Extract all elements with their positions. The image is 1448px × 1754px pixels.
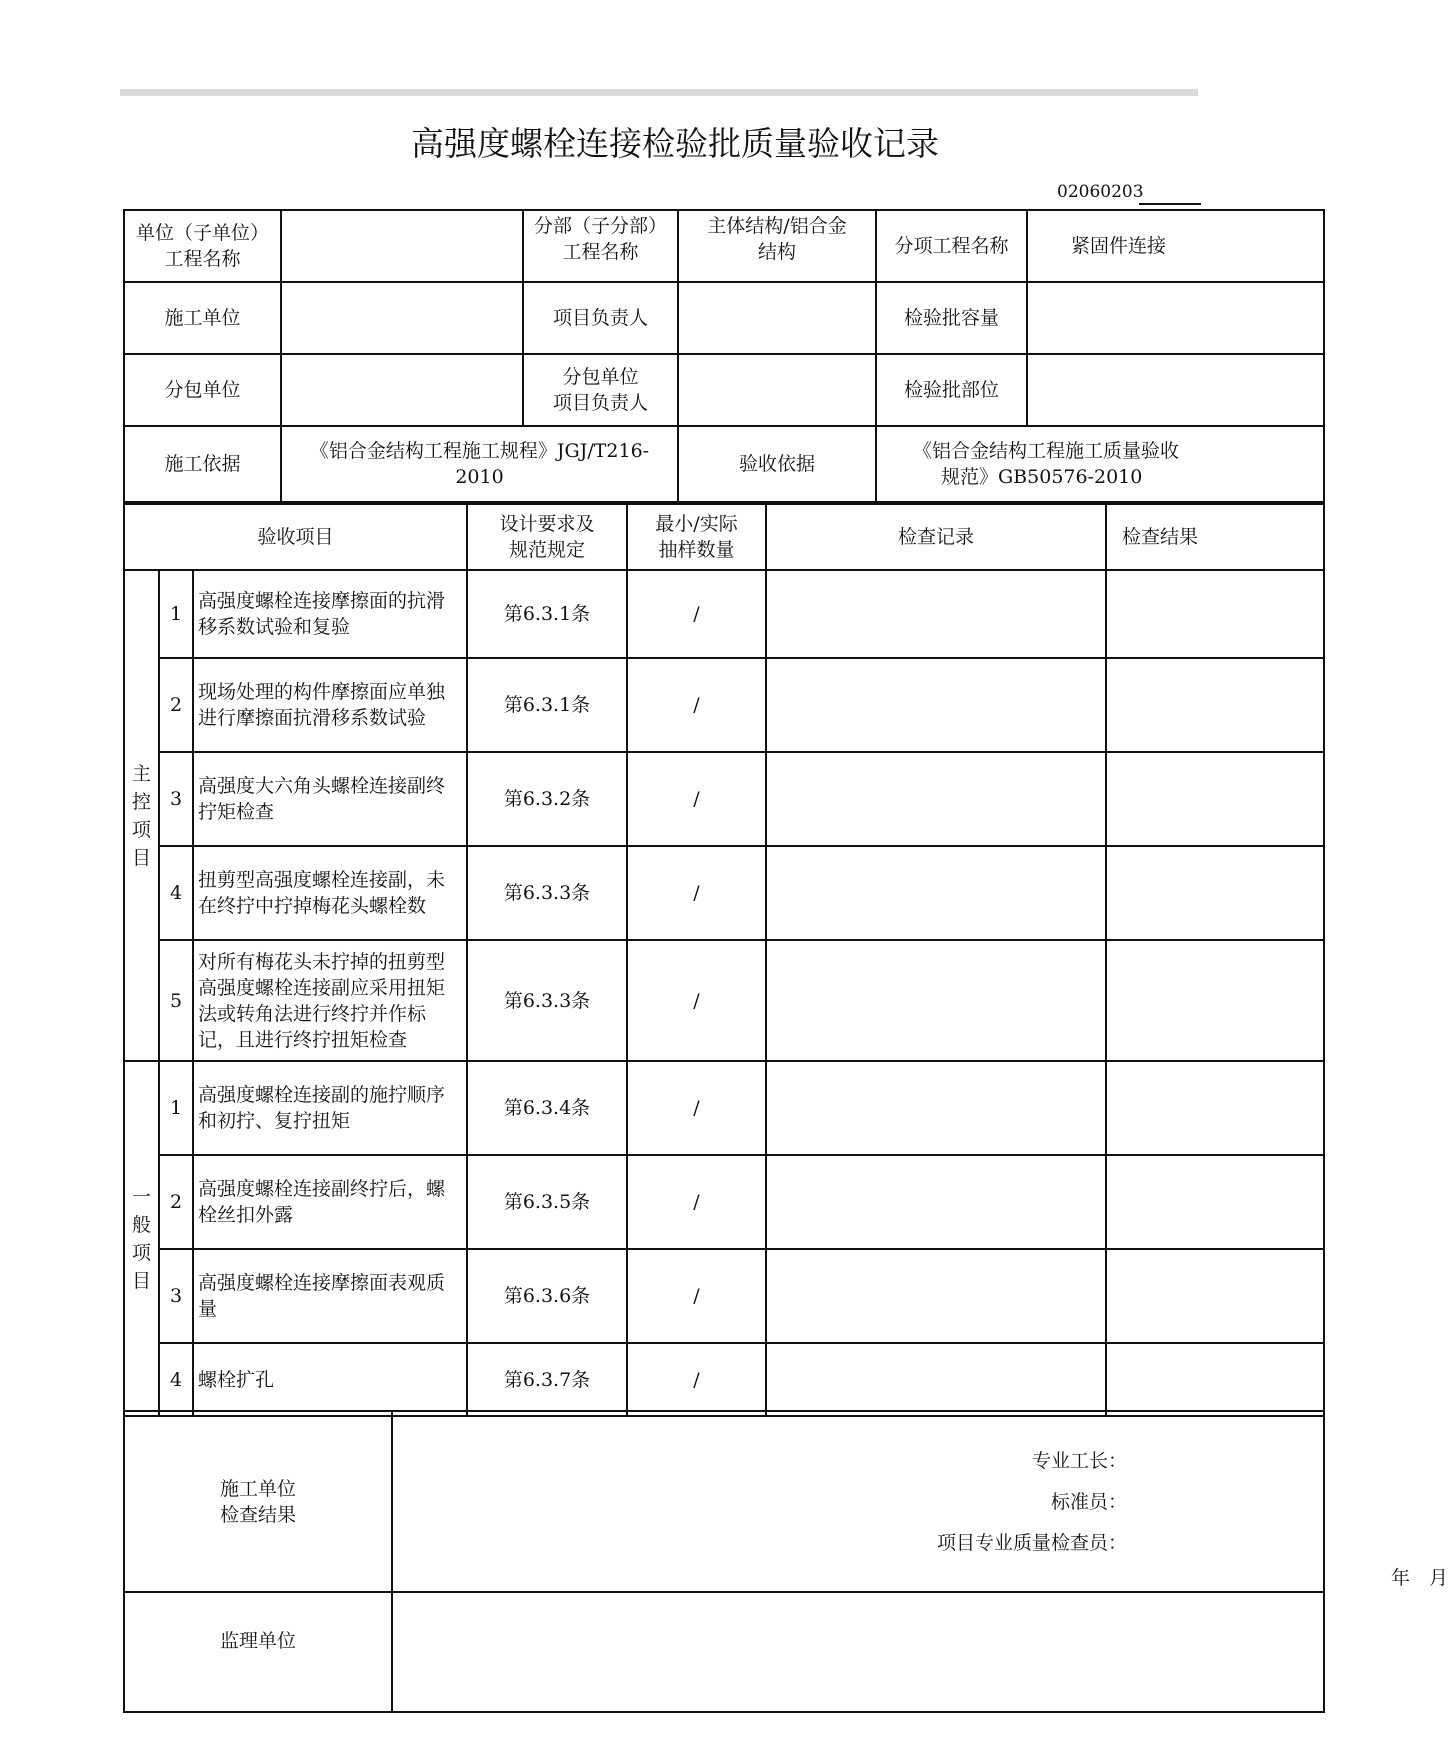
item-description: 高强度螺栓连接副终拧后，螺 栓丝扣外露 — [193, 1155, 467, 1249]
project-manager-value[interactable] — [678, 282, 876, 354]
item-clause: 第6.3.3条 — [467, 846, 627, 940]
item-record[interactable] — [766, 570, 1106, 658]
item-sample: / — [627, 1061, 766, 1155]
item-name-value: 紧固件连接 — [1027, 210, 1324, 282]
supervisor-check-label: 监理单位 — [124, 1592, 392, 1712]
row-number: 3 — [159, 752, 193, 846]
col-header-result: 检查结果 — [1106, 504, 1324, 570]
form-code: 02060203 — [1057, 182, 1144, 202]
item-sample: / — [627, 658, 766, 752]
item-description: 高强度螺栓连接摩擦面的抗滑 移系数试验和复验 — [193, 570, 467, 658]
subcontractor-label: 分包单位 — [124, 354, 281, 426]
construction-basis-value: 《铝合金结构工程施工规程》JGJ/T216- 2010 — [281, 426, 678, 502]
item-clause: 第6.3.4条 — [467, 1061, 627, 1155]
batch-capacity-value[interactable] — [1027, 282, 1324, 354]
unit-name-value[interactable] — [281, 210, 523, 282]
item-result[interactable] — [1106, 570, 1324, 658]
row-number: 2 — [159, 1155, 193, 1249]
batch-capacity-label: 检验批容量 — [876, 282, 1027, 354]
form-code-underline — [1139, 203, 1201, 205]
item-sample: / — [627, 1343, 766, 1416]
item-record[interactable] — [766, 1343, 1106, 1416]
project-manager-label: 项目负责人 — [523, 282, 678, 354]
item-clause: 第6.3.7条 — [467, 1343, 627, 1416]
item-record[interactable] — [766, 1155, 1106, 1249]
item-result[interactable] — [1106, 1155, 1324, 1249]
category-general: 一 般 项 目 — [124, 1061, 159, 1416]
supervisor-signature-area[interactable] — [392, 1592, 1324, 1712]
quality-inspector-label: 项目专业质量检查员： — [936, 1532, 1127, 1554]
col-header-record: 检查记录 — [766, 504, 1106, 570]
item-clause: 第6.3.3条 — [467, 940, 627, 1061]
contractor-value[interactable] — [281, 282, 523, 354]
unit-name-label: 单位（子单位） 工程名称 — [124, 210, 281, 282]
item-description: 对所有梅花头未拧掉的扭剪型 高强度螺栓连接副应采用扭矩 法或转角法进行终拧并作标 记，且进行终拧扭矩检查 — [193, 940, 467, 1061]
standard-officer-label: 标准员： — [1050, 1491, 1127, 1513]
contractor-label: 施工单位 — [124, 282, 281, 354]
item-description: 现场处理的构件摩擦面应单独 进行摩擦面抗滑移系数试验 — [193, 658, 467, 752]
row-number: 3 — [159, 1249, 193, 1343]
foreman-label: 专业工长： — [1031, 1450, 1127, 1472]
sub-manager-value[interactable] — [678, 354, 876, 426]
item-result[interactable] — [1106, 1249, 1324, 1343]
item-sample: / — [627, 570, 766, 658]
item-name-label: 分项工程名称 — [876, 210, 1027, 282]
batch-location-label: 检验批部位 — [876, 354, 1027, 426]
item-description: 螺栓扩孔 — [193, 1343, 467, 1416]
row-number: 5 — [159, 940, 193, 1061]
row-number: 1 — [159, 570, 193, 658]
item-record[interactable] — [766, 1061, 1106, 1155]
item-result[interactable] — [1106, 1343, 1324, 1416]
item-clause: 第6.3.6条 — [467, 1249, 627, 1343]
item-clause: 第6.3.5条 — [467, 1155, 627, 1249]
item-record[interactable] — [766, 658, 1106, 752]
item-sample: / — [627, 846, 766, 940]
date-label: 年 月 — [1391, 1567, 1448, 1589]
item-sample: / — [627, 1155, 766, 1249]
item-record[interactable] — [766, 752, 1106, 846]
item-description: 高强度螺栓连接副的施拧顺序 和初拧、复拧扭矩 — [193, 1061, 467, 1155]
col-header-sample: 最小/实际 抽样数量 — [627, 504, 766, 570]
item-clause: 第6.3.2条 — [467, 752, 627, 846]
contractor-signature-area[interactable] — [392, 1411, 1448, 1592]
subcontractor-value[interactable] — [281, 354, 523, 426]
subdivision-value: 主体结构/铝合金 结构 — [678, 210, 876, 282]
batch-location-value[interactable] — [1027, 354, 1324, 426]
item-result[interactable] — [1106, 846, 1324, 940]
item-record[interactable] — [766, 1249, 1106, 1343]
items-table — [123, 503, 1325, 1417]
construction-basis-label: 施工依据 — [124, 426, 281, 502]
item-sample: / — [627, 752, 766, 846]
col-header-item: 验收项目 — [124, 504, 467, 570]
page-title: 高强度螺栓连接检验批质量验收记录 — [411, 124, 939, 163]
contractor-check-label: 施工单位 检查结果 — [124, 1411, 392, 1592]
row-number: 2 — [159, 658, 193, 752]
sub-manager-label: 分包单位 项目负责人 — [523, 354, 678, 426]
acceptance-basis-label: 验收依据 — [678, 426, 876, 502]
col-header-requirement: 设计要求及 规范规定 — [467, 504, 627, 570]
signature-table — [123, 1410, 1448, 1713]
item-record[interactable] — [766, 940, 1106, 1061]
item-result[interactable] — [1106, 1061, 1324, 1155]
item-record[interactable] — [766, 846, 1106, 940]
row-number: 4 — [159, 846, 193, 940]
category-main-control: 主 控 项 目 — [124, 570, 159, 1061]
header-table — [123, 209, 1325, 503]
item-result[interactable] — [1106, 940, 1324, 1061]
item-sample: / — [627, 1249, 766, 1343]
row-number: 1 — [159, 1061, 193, 1155]
item-result[interactable] — [1106, 752, 1324, 846]
acceptance-basis-value: 《铝合金结构工程施工质量验收 规范》GB50576-2010 — [876, 426, 1324, 502]
item-result[interactable] — [1106, 658, 1324, 752]
form-area — [123, 209, 1448, 1669]
item-sample: / — [627, 940, 766, 1061]
item-clause: 第6.3.1条 — [467, 570, 627, 658]
top-rule — [120, 89, 1198, 96]
item-description: 扭剪型高强度螺栓连接副，未 在终拧中拧掉梅花头螺栓数 — [193, 846, 467, 940]
item-clause: 第6.3.1条 — [467, 658, 627, 752]
subdivision-label: 分部（子分部） 工程名称 — [523, 210, 678, 282]
item-description: 高强度螺栓连接摩擦面表观质 量 — [193, 1249, 467, 1343]
row-number: 4 — [159, 1343, 193, 1416]
item-description: 高强度大六角头螺栓连接副终 拧矩检查 — [193, 752, 467, 846]
